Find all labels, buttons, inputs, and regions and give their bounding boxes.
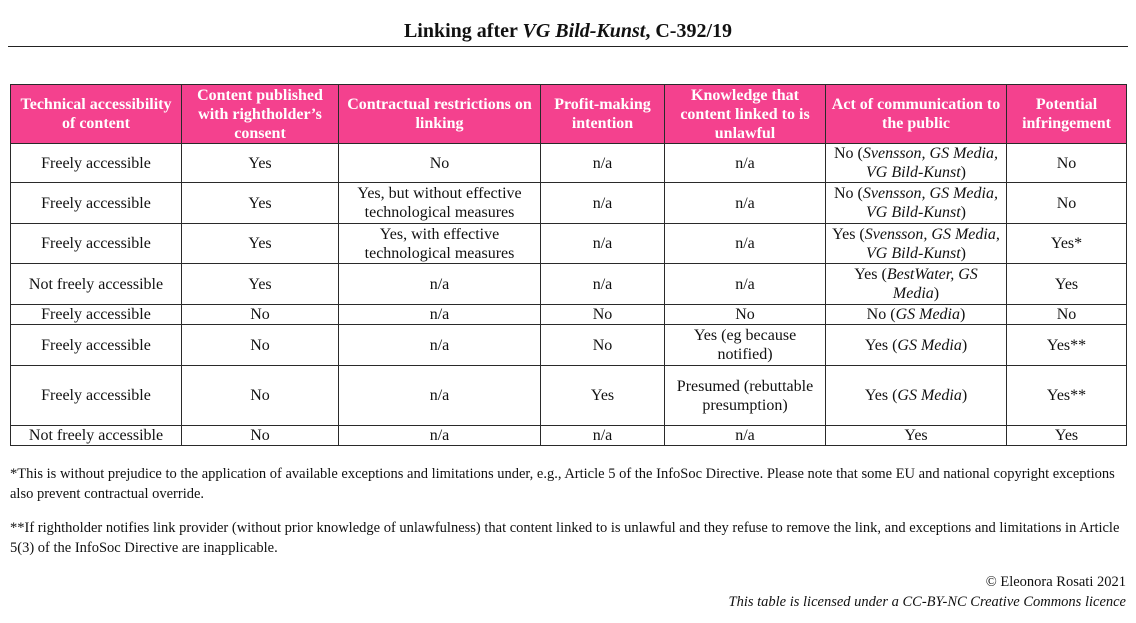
table-cell: n/a (665, 183, 826, 224)
linking-table (10, 84, 1127, 446)
table-row (11, 183, 1127, 224)
act-cell (826, 366, 1007, 426)
table-row (11, 366, 1127, 426)
table-cell: Not freely accessible (11, 264, 182, 305)
header-cell: Technical accessibility of content (11, 85, 182, 144)
act-tail: ) (961, 387, 968, 404)
table-cell: n/a (339, 426, 541, 446)
table-row (11, 325, 1127, 366)
table-row (11, 264, 1127, 305)
table-cell: Presumed (rebuttable presumption) (665, 366, 826, 426)
table-row (11, 224, 1127, 264)
table-cell: No (1007, 144, 1127, 183)
table-cell: Yes, with effective technological measures (339, 224, 541, 264)
act-lead: Yes ( (854, 266, 887, 283)
title-case-name: VG Bild-Kunst (522, 20, 646, 42)
act-cell (826, 305, 1007, 325)
footnote-double-asterisk: **If rightholder notifies link provider (without prior knowledge of unlawfulness) that content linked to is unlawful and they refuse to remove the link, and exceptions and limitations in Article 5(3) of the InfoSoc Directive are inapplicable. (10, 520, 1120, 556)
table-cell: n/a (339, 325, 541, 366)
footnote-single-asterisk: *This is without prejudice to the application of available exceptions and limitations under, e.g., Article 5 of the InfoSoc Directive. Please note that some EU and national copyright exceptions also prevent contractual override. (10, 466, 1115, 502)
case-names: Svensson, GS Media, VG Bild-Kunst (862, 145, 998, 181)
table-cell: No (1007, 305, 1127, 325)
table-cell: No (182, 426, 339, 446)
table-cell: No (541, 325, 665, 366)
table-cell: Yes (541, 366, 665, 426)
header-cell: Act of communication to the public (826, 85, 1007, 144)
act-lead: No ( (834, 145, 863, 162)
table-cell: Freely accessible (11, 325, 182, 366)
licence-line: This table is licensed under a CC-BY-NC Creative Commons licence (728, 594, 1126, 610)
table-row (11, 144, 1127, 183)
title-suffix: , C-392/19 (645, 20, 733, 42)
table-cell: Freely accessible (11, 366, 182, 426)
table-cell: Yes (1007, 264, 1127, 305)
header-cell: Content published with rightholder’s consent (182, 85, 339, 144)
table-cell: n/a (541, 144, 665, 183)
table-cell: Freely accessible (11, 183, 182, 224)
table-cell: No (665, 305, 826, 325)
table-cell: n/a (665, 144, 826, 183)
act-lead: No ( (834, 185, 863, 202)
act-lead: Yes ( (864, 387, 898, 404)
act-cell (826, 325, 1007, 366)
act-cell (826, 426, 1007, 446)
table-cell: Yes (1007, 426, 1127, 446)
table-cell: n/a (339, 305, 541, 325)
table-cell: Not freely accessible (11, 426, 182, 446)
header-cell: Contractual restrictions on linking (339, 85, 541, 144)
act-lead: Yes (904, 427, 928, 444)
table-cell: n/a (665, 426, 826, 446)
case-names: GS Media (897, 336, 962, 354)
table-cell: n/a (665, 264, 826, 305)
copyright-line: © Eleonora Rosati 2021 (985, 574, 1126, 590)
act-cell (826, 264, 1007, 305)
case-names: Svensson, GS Media, VG Bild-Kunst (862, 185, 998, 221)
table-cell: n/a (665, 224, 826, 264)
act-tail: ) (961, 336, 968, 354)
header-cell: Knowledge that content linked to is unlawful (665, 85, 826, 144)
table-cell: Yes, but without effective technological measures (339, 183, 541, 224)
act-tail: ) (960, 204, 966, 221)
table-cell: No (541, 305, 665, 325)
table-cell: Yes* (1007, 224, 1127, 264)
header-cell: Profit-making intention (541, 85, 665, 144)
act-tail: ) (960, 306, 966, 323)
table-cell: n/a (339, 366, 541, 426)
table-cell: Freely accessible (11, 224, 182, 264)
table-cell: No (1007, 183, 1127, 224)
act-tail: ) (960, 244, 966, 262)
title-divider (8, 46, 1128, 47)
table-cell: No (182, 325, 339, 366)
table-cell: Yes (182, 224, 339, 264)
table-cell: No (339, 144, 541, 183)
header-cell: Potential infringement (1007, 85, 1127, 144)
act-tail: ) (933, 285, 940, 302)
case-names: Svensson, GS Media, VG Bild-Kunst (864, 225, 1000, 262)
table-cell: Freely accessible (11, 144, 182, 183)
act-lead: Yes ( (832, 225, 865, 243)
attribution (729, 572, 1127, 612)
case-names: GS Media (897, 387, 962, 404)
table-cell: n/a (541, 264, 665, 305)
act-lead: Yes ( (864, 336, 898, 354)
table-cell: Yes** (1007, 325, 1127, 366)
header-row (11, 85, 1127, 144)
act-cell (826, 224, 1007, 264)
act-lead: No ( (866, 306, 896, 323)
table-cell: No (182, 366, 339, 426)
table-cell: Yes (eg because notified) (665, 325, 826, 366)
table-row (11, 426, 1127, 446)
case-names: BestWater, GS Media (886, 266, 978, 302)
table-cell: Yes** (1007, 366, 1127, 426)
table-cell: Yes (182, 264, 339, 305)
title-prefix: Linking after (403, 20, 523, 42)
table-cell: n/a (339, 264, 541, 305)
table-cell: n/a (541, 224, 665, 264)
table-cell: n/a (541, 183, 665, 224)
table-cell: n/a (541, 426, 665, 446)
act-cell (826, 183, 1007, 224)
table-cell: Yes (182, 183, 339, 224)
table-cell: Freely accessible (11, 305, 182, 325)
act-tail: ) (960, 164, 966, 181)
table-row (11, 305, 1127, 325)
act-cell (826, 144, 1007, 183)
table-cell: No (182, 305, 339, 325)
table-cell: Yes (182, 144, 339, 183)
case-names: GS Media (895, 306, 960, 323)
page-title (0, 20, 1136, 43)
